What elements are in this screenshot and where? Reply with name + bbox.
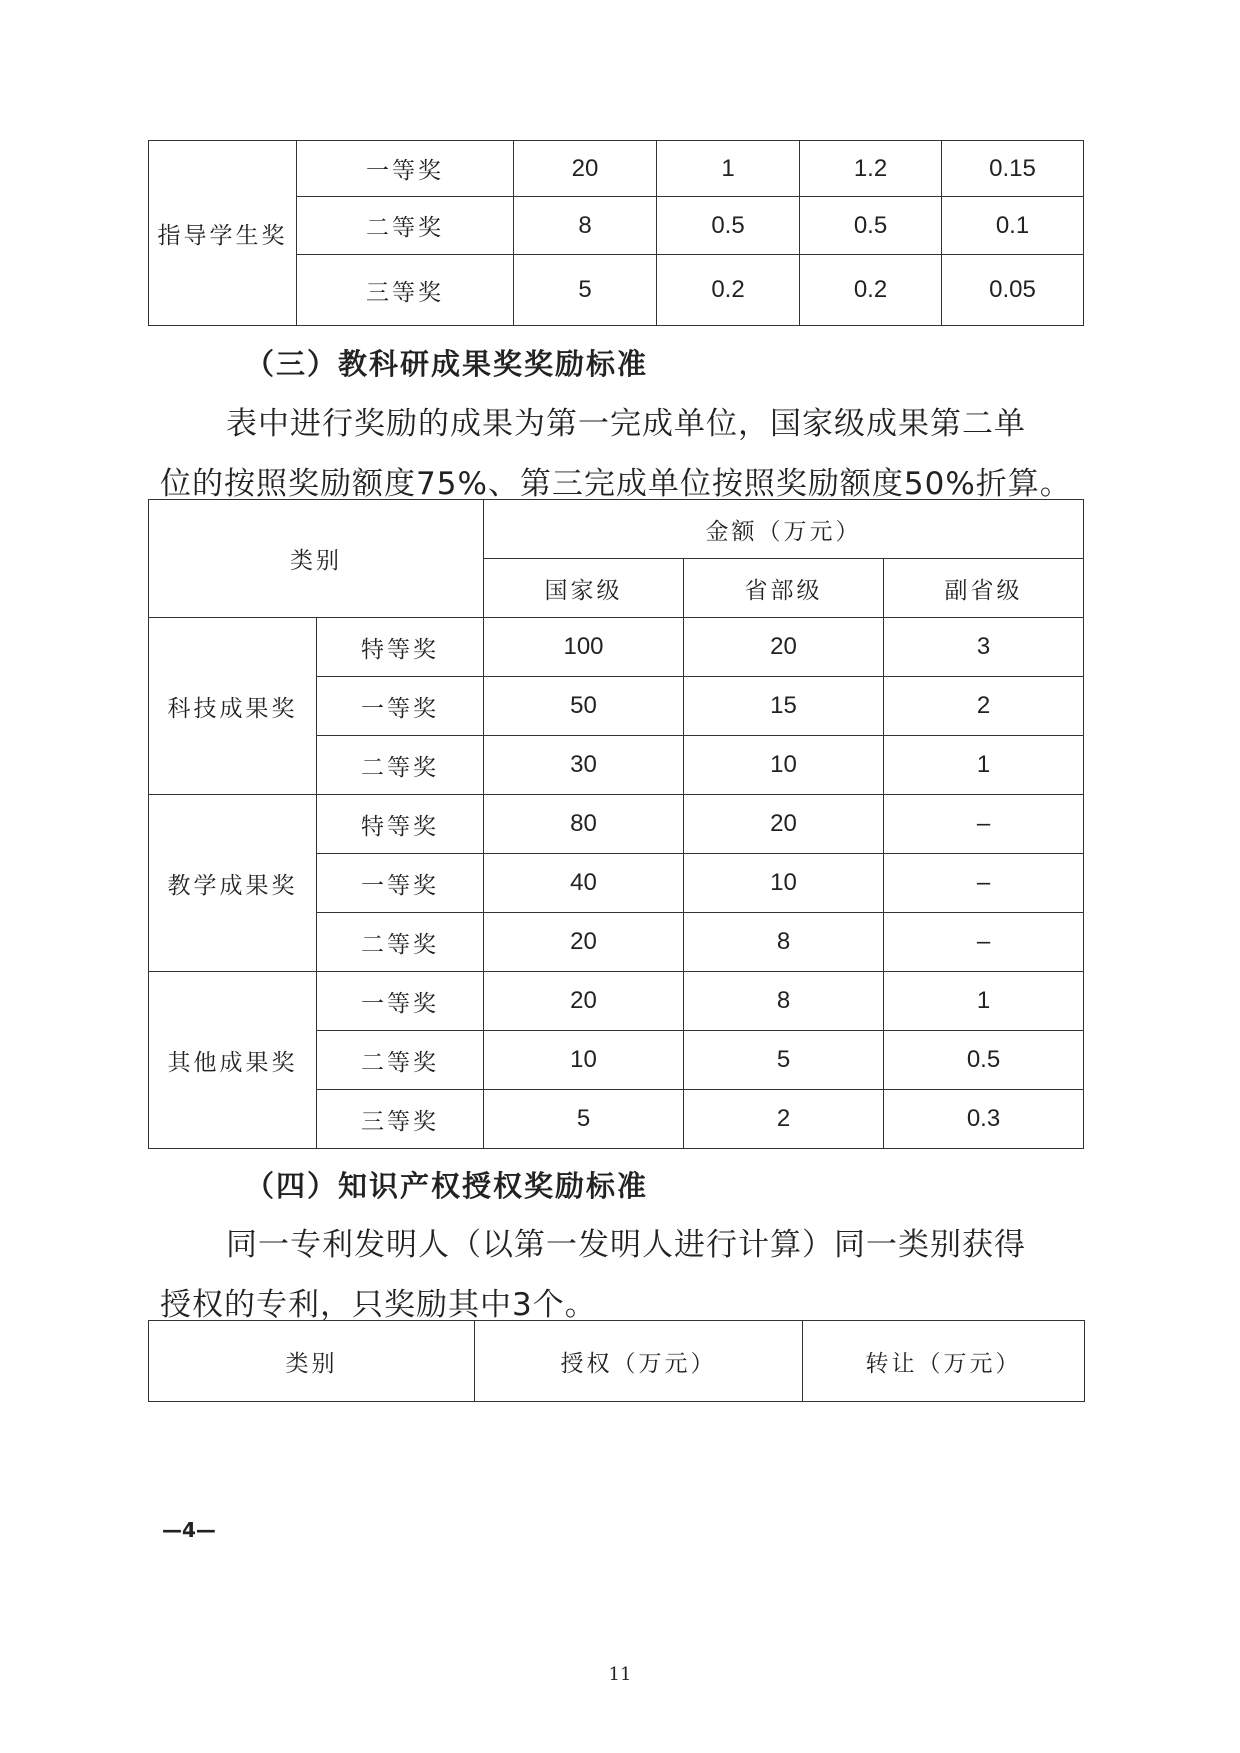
award-level-cell: 一等奖 (317, 972, 484, 1031)
table-row (149, 500, 1084, 559)
table-row (149, 1321, 1085, 1402)
value-cell: – (884, 854, 1084, 913)
header-authorization: 授权（万元） (475, 1321, 803, 1402)
award-level-cell: 三等奖 (297, 255, 514, 326)
value-cell: 100 (484, 618, 684, 677)
value-cell: 0.3 (884, 1090, 1084, 1149)
page-label: —4— (162, 1518, 216, 1542)
value-cell: 0.1 (942, 197, 1084, 255)
value-cell: 0.5 (657, 197, 800, 255)
value-cell: 8 (684, 972, 884, 1031)
value-cell: 5 (514, 255, 657, 326)
group-name-cell: 其他成果奖 (149, 972, 317, 1149)
award-level-cell: 二等奖 (297, 197, 514, 255)
award-level-cell: 二等奖 (317, 736, 484, 795)
header-transfer: 转让（万元） (803, 1321, 1085, 1402)
award-level-cell: 三等奖 (317, 1090, 484, 1149)
value-cell: 8 (514, 197, 657, 255)
value-cell: 0.5 (800, 197, 942, 255)
group-name-cell: 教学成果奖 (149, 795, 317, 972)
value-cell: 0.2 (800, 255, 942, 326)
award-level-cell: 二等奖 (317, 1031, 484, 1090)
value-cell: 80 (484, 795, 684, 854)
value-cell: 10 (684, 854, 884, 913)
ip-award-table (148, 1320, 1085, 1402)
value-cell: 20 (484, 913, 684, 972)
header-amount: 金额（万元） (484, 500, 1084, 559)
value-cell: 20 (514, 141, 657, 197)
header-category: 类别 (149, 500, 484, 618)
table-row (149, 972, 1084, 1031)
value-cell: 1 (657, 141, 800, 197)
value-cell: 0.15 (942, 141, 1084, 197)
value-cell: 10 (484, 1031, 684, 1090)
paragraph-line: 授权的专利，只奖励其中3个。 (160, 1287, 597, 1323)
award-level-cell: 二等奖 (317, 913, 484, 972)
paragraph-line: 位的按照奖励额度75%、第三完成单位按照奖励额度50%折算。 (160, 466, 1072, 502)
paragraph-line: 同一专利发明人（以第一发明人进行计算）同一类别获得 (226, 1227, 1026, 1263)
award-level-cell: 特等奖 (317, 618, 484, 677)
group-name-cell: 科技成果奖 (149, 618, 317, 795)
value-cell: 30 (484, 736, 684, 795)
value-cell: 20 (484, 972, 684, 1031)
value-cell: 3 (884, 618, 1084, 677)
table-row (149, 141, 1084, 197)
research-award-table (148, 499, 1084, 1149)
award-level-cell: 一等奖 (317, 854, 484, 913)
value-cell: 2 (884, 677, 1084, 736)
table-row (149, 618, 1084, 677)
award-level-cell: 一等奖 (317, 677, 484, 736)
value-cell: 20 (684, 795, 884, 854)
section-heading: （三）教科研成果奖奖励标准 (245, 347, 649, 381)
value-cell: – (884, 913, 1084, 972)
header-level: 国家级 (484, 559, 684, 618)
paragraph-line: 表中进行奖励的成果为第一完成单位，国家级成果第二单 (226, 406, 1026, 442)
header-level: 省部级 (684, 559, 884, 618)
value-cell: 0.2 (657, 255, 800, 326)
value-cell: 50 (484, 677, 684, 736)
value-cell: 1 (884, 972, 1084, 1031)
award-level-cell: 特等奖 (317, 795, 484, 854)
header-level: 副省级 (884, 559, 1084, 618)
value-cell: 0.5 (884, 1031, 1084, 1090)
value-cell: – (884, 795, 1084, 854)
table-row (149, 795, 1084, 854)
value-cell: 15 (684, 677, 884, 736)
category-cell: 指导学生奖 (149, 141, 297, 326)
section-heading: （四）知识产权授权奖励标准 (245, 1169, 649, 1203)
value-cell: 8 (684, 913, 884, 972)
award-level-cell: 一等奖 (297, 141, 514, 197)
value-cell: 40 (484, 854, 684, 913)
value-cell: 1 (884, 736, 1084, 795)
value-cell: 1.2 (800, 141, 942, 197)
value-cell: 5 (484, 1090, 684, 1149)
value-cell: 2 (684, 1090, 884, 1149)
value-cell: 0.05 (942, 255, 1084, 326)
value-cell: 20 (684, 618, 884, 677)
student-award-table (148, 140, 1084, 326)
header-category: 类别 (149, 1321, 475, 1402)
value-cell: 5 (684, 1031, 884, 1090)
value-cell: 10 (684, 736, 884, 795)
footer-page-number: 11 (608, 1664, 632, 1685)
